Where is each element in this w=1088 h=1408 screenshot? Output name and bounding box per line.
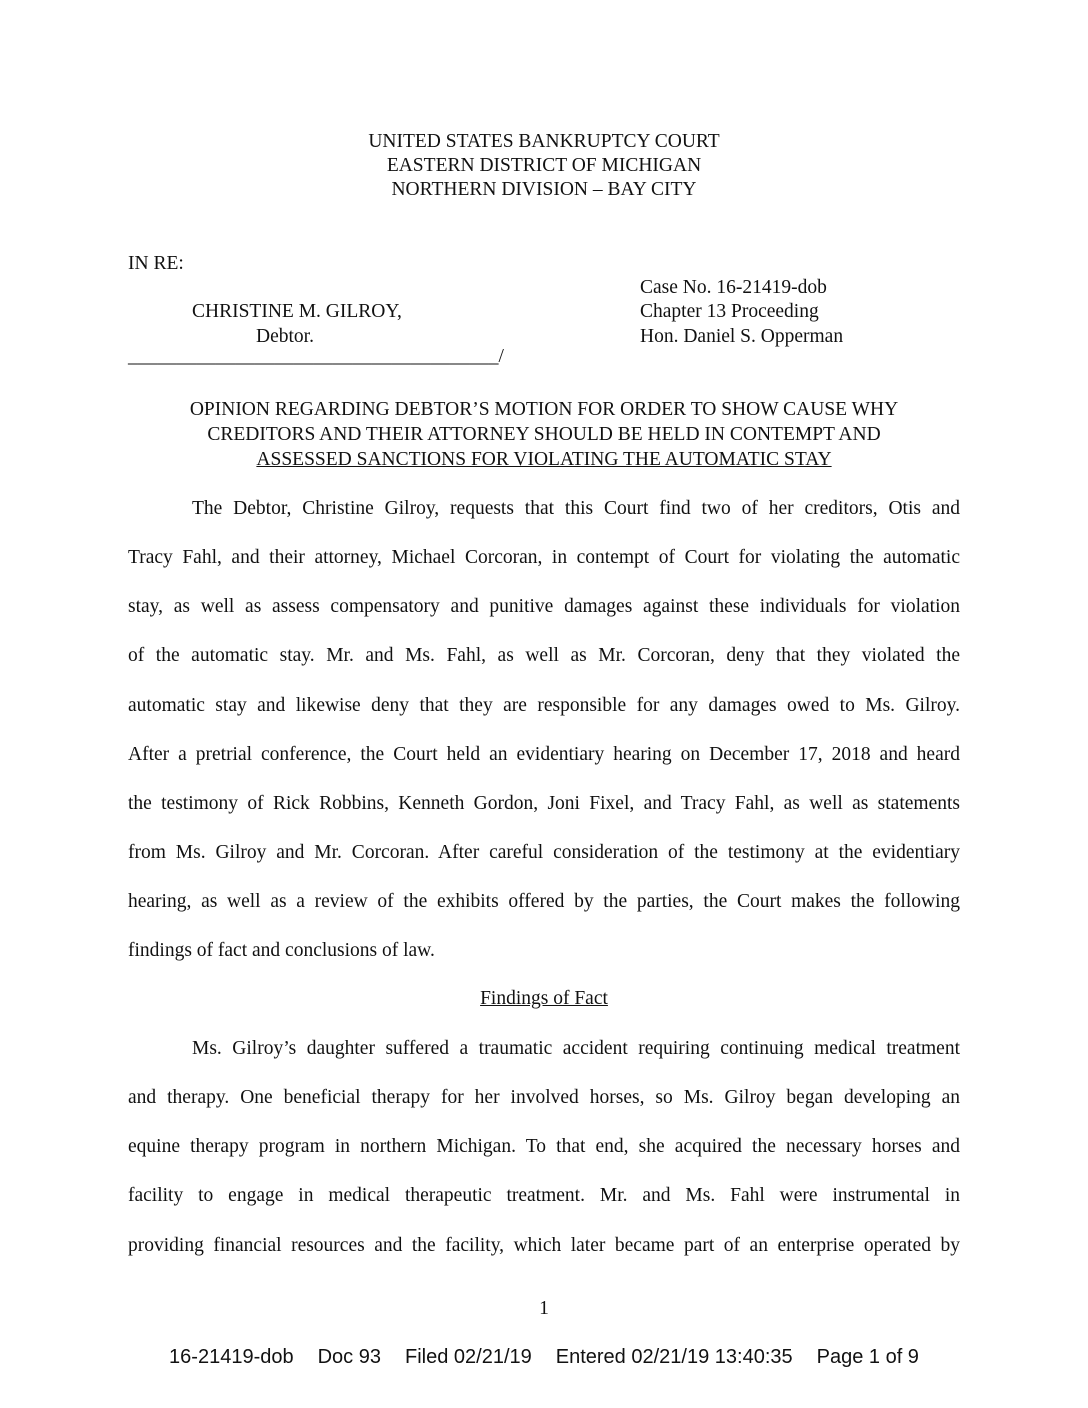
- caption-rule: ______________________________________/: [128, 346, 504, 367]
- text-line: and therapy. One beneficial therapy for her involved horses, so Ms. Gilroy began developing an: [128, 1087, 960, 1108]
- court-name: UNITED STATES BANKRUPTCY COURT: [368, 131, 720, 152]
- page-number: 1: [539, 1298, 549, 1319]
- filing-footer: [0, 1346, 1088, 1369]
- chapter: Chapter 13 Proceeding: [640, 301, 819, 322]
- title-line: OPINION REGARDING DEBTOR’S MOTION FOR ORDER TO SHOW CAUSE WHY: [189, 399, 899, 420]
- text-line: equine therapy program in northern Michigan. To that end, she acquired the necessary horses and: [128, 1136, 960, 1157]
- footer-filed: Filed 02/21/19: [404, 1346, 532, 1368]
- text-line: findings of fact and conclusions of law.: [128, 940, 435, 961]
- debtor-name: CHRISTINE M. GILROY,: [192, 301, 402, 322]
- text-line: After a pretrial conference, the Court held an evidentiary hearing on December 17, 2018 and heard: [128, 744, 960, 765]
- footer-page: Page 1 of 9: [816, 1346, 919, 1368]
- court-division: NORTHERN DIVISION – BAY CITY: [391, 179, 697, 200]
- title-line: ASSESSED SANCTIONS FOR VIOLATING THE AUTOMATIC STAY: [256, 449, 832, 470]
- text-line: Ms. Gilroy’s daughter suffered a traumatic accident requiring continuing medical treatment: [192, 1038, 960, 1059]
- title-line: CREDITORS AND THEIR ATTORNEY SHOULD BE HELD IN CONTEMPT AND: [207, 424, 881, 445]
- case-number: Case No. 16-21419-dob: [640, 277, 827, 298]
- footer-doc: Doc 93: [317, 1346, 381, 1368]
- judge: Hon. Daniel S. Opperman: [640, 326, 844, 347]
- footer-entered: Entered 02/21/19 13:40:35: [555, 1346, 793, 1368]
- in-re-label: IN RE:: [128, 253, 184, 274]
- text-line: of the automatic stay. Mr. and Ms. Fahl, as well as Mr. Corcoran, deny that they violated the: [128, 645, 960, 666]
- text-line: automatic stay and likewise deny that they are responsible for any damages owed to Ms. Gilroy.: [128, 695, 960, 716]
- text-line: from Ms. Gilroy and Mr. Corcoran. After careful consideration of the testimony at the evidentiary: [128, 842, 960, 863]
- text-line: the testimony of Rick Robbins, Kenneth Gordon, Joni Fixel, and Tracy Fahl, as well as statements: [128, 793, 960, 814]
- section-heading: Findings of Fact: [480, 988, 608, 1009]
- text-line: hearing, as well as a review of the exhibits offered by the parties, the Court makes the following: [128, 891, 960, 912]
- text-line: providing financial resources and the facility, which later became part of an enterprise operated by: [128, 1235, 960, 1256]
- text-line: Tracy Fahl, and their attorney, Michael Corcoran, in contempt of Court for violating the automatic: [128, 547, 960, 568]
- footer-case: 16-21419-dob: [169, 1346, 294, 1368]
- debtor-label: Debtor.: [256, 326, 314, 347]
- text-line: stay, as well as assess compensatory and punitive damages against these individuals for violation: [128, 596, 960, 617]
- text-line: facility to engage in medical therapeutic treatment. Mr. and Ms. Fahl were instrumental in: [128, 1185, 960, 1206]
- court-district: EASTERN DISTRICT OF MICHIGAN: [386, 155, 702, 176]
- text-line: The Debtor, Christine Gilroy, requests that this Court find two of her creditors, Otis and: [192, 498, 960, 519]
